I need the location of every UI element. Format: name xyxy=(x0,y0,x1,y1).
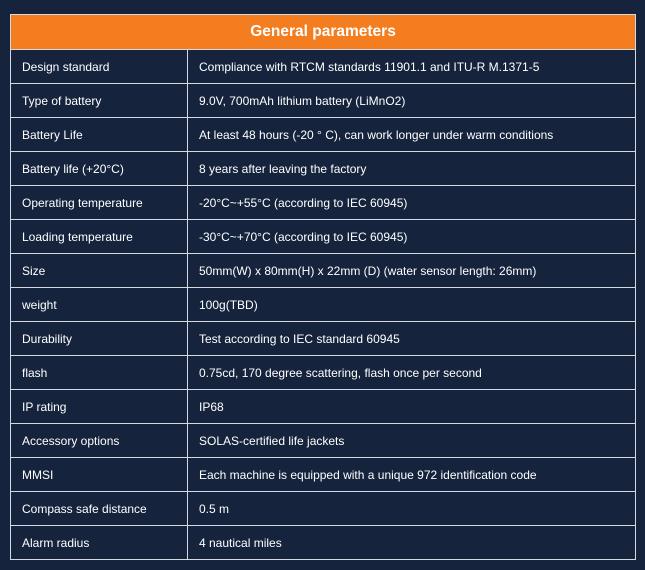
row-value: 0.75cd, 170 degree scattering, flash once per second xyxy=(188,356,636,390)
table-title: General parameters xyxy=(11,15,636,50)
row-value: -20°C~+55°C (according to IEC 60945) xyxy=(188,186,636,220)
row-label: flash xyxy=(11,356,188,390)
table-header-row xyxy=(11,15,636,50)
row-label: Accessory options xyxy=(11,424,188,458)
row-label: Alarm radius xyxy=(11,526,188,560)
row-value: 50mm(W) x 80mm(H) x 22mm (D) (water sensor length: 26mm) xyxy=(188,254,636,288)
row-value: -30°C~+70°C (according to IEC 60945) xyxy=(188,220,636,254)
table-row xyxy=(11,50,636,84)
table-row xyxy=(11,84,636,118)
row-label: Battery life (+20°C) xyxy=(11,152,188,186)
table-row xyxy=(11,526,636,560)
row-label: weight xyxy=(11,288,188,322)
row-value: At least 48 hours (-20 ° C), can work longer under warm conditions xyxy=(188,118,636,152)
table-row xyxy=(11,492,636,526)
row-label: Type of battery xyxy=(11,84,188,118)
table-row xyxy=(11,118,636,152)
row-value: Each machine is equipped with a unique 972 identification code xyxy=(188,458,636,492)
row-label: Compass safe distance xyxy=(11,492,188,526)
row-label: Battery Life xyxy=(11,118,188,152)
row-value: 100g(TBD) xyxy=(188,288,636,322)
table-row xyxy=(11,424,636,458)
table-row xyxy=(11,288,636,322)
row-label: MMSI xyxy=(11,458,188,492)
row-label: Loading temperature xyxy=(11,220,188,254)
row-label: Size xyxy=(11,254,188,288)
table-row xyxy=(11,390,636,424)
row-value: 0.5 m xyxy=(188,492,636,526)
row-value: 8 years after leaving the factory xyxy=(188,152,636,186)
row-value: IP68 xyxy=(188,390,636,424)
row-value: Test according to IEC standard 60945 xyxy=(188,322,636,356)
row-value: SOLAS-certified life jackets xyxy=(188,424,636,458)
row-label: IP rating xyxy=(11,390,188,424)
table-row xyxy=(11,458,636,492)
row-label: Operating temperature xyxy=(11,186,188,220)
table-row xyxy=(11,220,636,254)
table-row xyxy=(11,322,636,356)
table-row xyxy=(11,356,636,390)
row-value: 9.0V, 700mAh lithium battery (LiMnO2) xyxy=(188,84,636,118)
table-row xyxy=(11,254,636,288)
table-row xyxy=(11,186,636,220)
row-label: Design standard xyxy=(11,50,188,84)
general-parameters-table xyxy=(10,14,636,560)
row-label: Durability xyxy=(11,322,188,356)
row-value: Compliance with RTCM standards 11901.1 and ITU-R M.1371-5 xyxy=(188,50,636,84)
row-value: 4 nautical miles xyxy=(188,526,636,560)
table-row xyxy=(11,152,636,186)
